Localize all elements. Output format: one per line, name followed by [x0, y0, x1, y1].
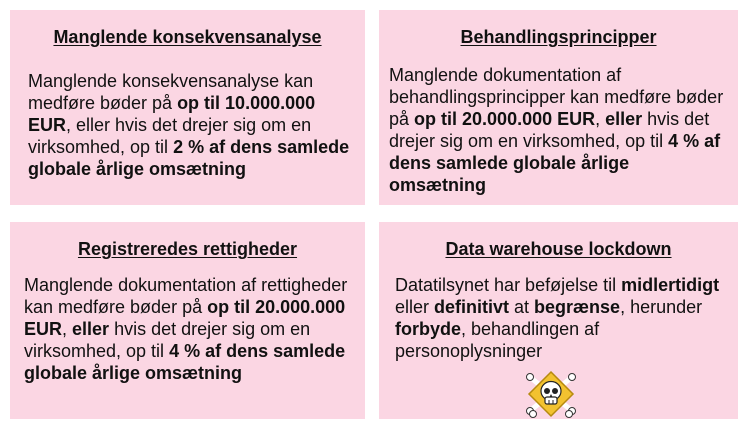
card-body [395, 274, 729, 362]
body-text: hvis det drejer sig om en virksomhed, op til [389, 109, 710, 151]
emphasis-text: 2 % af dens samlede globale årlige omsætning [28, 137, 350, 179]
body-text: , [62, 319, 73, 339]
emphasis-text: eller [605, 109, 643, 129]
emphasis-text: definitivt [434, 297, 510, 317]
emphasis-text: midlertidigt [621, 275, 720, 295]
body-text: Manglende konsekvensanalyse kan medføre bøder på [28, 71, 314, 113]
body-text: Manglende dokumentation af rettigheder kan medføre bøder på [24, 275, 348, 317]
card-title: Behandlingsprincipper [460, 27, 657, 47]
emphasis-text: begrænse [534, 297, 621, 317]
body-text: Manglende dokumentation af behandlingsprincipper kan medføre bøder på [389, 65, 724, 129]
body-text: , [595, 109, 606, 129]
skull-crossbones-warning-icon [525, 370, 577, 418]
card-title: Data warehouse lockdown [445, 239, 672, 259]
card-body [24, 274, 360, 384]
emphasis-text: 4 % af dens samlede globale årlige omsætning [389, 131, 721, 195]
card-data-warehouse-lockdown [379, 222, 738, 419]
card-behandlingsprincipper [379, 10, 738, 205]
body-text: at [509, 297, 535, 317]
emphasis-text: 4 % af dens samlede globale årlige omsætning [24, 341, 346, 383]
body-text: Datatilsynet har beføjelse til [395, 275, 622, 295]
body-text: , eller hvis det drejer sig om en virksomhed, op til [28, 115, 312, 157]
emphasis-text: op til 20.000.000 EUR [24, 297, 346, 339]
emphasis-text: op til 20.000.000 EUR [414, 109, 596, 129]
body-text: hvis det drejer sig om en virksomhed, op til [24, 319, 311, 361]
emphasis-text: forbyde [395, 319, 462, 339]
body-text: , behandlingen af personoplysninger [395, 319, 600, 361]
card-manglende-konsekvensanalyse [10, 10, 365, 205]
emphasis-text: op til 10.000.000 EUR [28, 93, 316, 135]
card-title: Manglende konsekvensanalyse [53, 27, 322, 47]
card-body [389, 64, 729, 196]
emphasis-text: eller [72, 319, 110, 339]
card-registreredes-rettigheder [10, 222, 365, 419]
card-body [28, 70, 360, 180]
body-text: eller [395, 297, 435, 317]
body-text: , herunder [620, 297, 703, 317]
card-title: Registreredes rettigheder [77, 239, 298, 259]
